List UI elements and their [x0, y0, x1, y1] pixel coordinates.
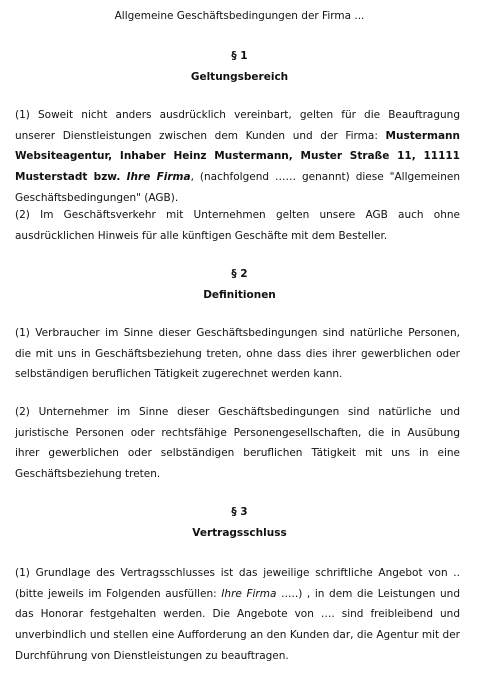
- section-2-paragraph-1: (1) Verbraucher im Sinne dieser Geschäftsbedingungen sind natürliche Personen, die mit uns in Geschäftsbeziehung treten, ohne dass dies ihrer gewerblichen oder selbständigen beruflichen Tätigkeit zugerechnet werden kann.: [15, 327, 460, 381]
- section-3-number: § 3: [231, 506, 248, 518]
- section-2-number: § 2: [231, 268, 248, 280]
- section-3-paragraph-1: [15, 563, 460, 667]
- section-1-paragraph-1: [15, 105, 460, 209]
- section-1-paragraph-2: (2) Im Geschäftsverkehr mit Unternehmen gelten unsere AGB auch ohne ausdrücklichen Hinweis für alle künftigen Geschäfte mit dem Besteller.: [15, 209, 460, 242]
- paragraph-text: …..) , in dem die Leistungen und das Honorar festgehalten werden. Die Angebote von …. sind freibleibend und unverbindlich und stellen eine Aufforderung an den Kunden dar, die Agentur mit der Durchführung von Dienstleistungen zu beauftragen.: [15, 587, 461, 662]
- section-2-paragraph-2: (2) Unternehmer im Sinne dieser Geschäftsbedingungen sind natürliche und juristische Personen oder rechtsfähige Personengesellschaften, die in Ausübung ihrer gewerblichen oder selbständigen beruflichen Tätigkeit mit uns in eine Geschäftsbeziehung treten.: [15, 406, 460, 481]
- company-placeholder-bolditalic: Ihre Firma: [120, 171, 191, 184]
- section-1-heading: Geltungsbereich: [190, 71, 289, 83]
- company-placeholder-italic: Ihre Firma: [221, 587, 277, 600]
- company-name-bold: Mustermann Websiteagentur, Inhaber Heinz Mustermann, Muster Straße 11, 11111 Musterstadt bzw.: [15, 129, 460, 184]
- section-2-heading: Definitionen: [203, 289, 276, 301]
- paragraph-text: (1) Grundlage des Vertragsschlusses ist das jeweilige schriftliche Angebot von .. (bitte jeweils im Folgenden ausfüllen:: [15, 567, 460, 600]
- paragraph-text: , (nachfolgend …… genannt) diese "Allgemeinen Geschäftsbedingungen" (AGB).: [15, 171, 460, 204]
- section-1-number: § 1: [231, 50, 248, 62]
- section-3-heading: Vertragsschluss: [192, 527, 287, 539]
- document-title: Allgemeine Geschäftsbedingungen der Firma ...: [114, 10, 365, 22]
- paragraph-text: (1) Soweit nicht anders ausdrücklich vereinbart, gelten für die Beauftragung unserer Dienstleistungen zwischen dem Kunden und der Firma:: [15, 109, 460, 142]
